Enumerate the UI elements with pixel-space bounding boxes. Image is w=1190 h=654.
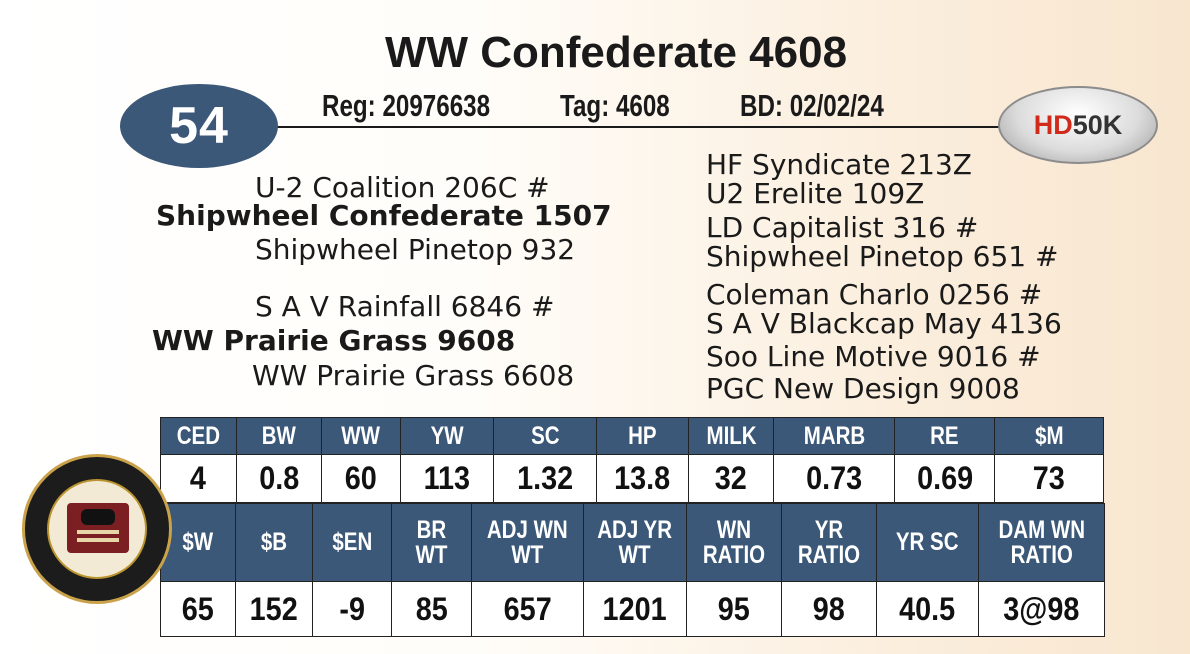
lot-number-badge bbox=[120, 84, 278, 168]
birth-date: BD: 02/02/24 bbox=[740, 88, 884, 123]
epd-value: 0.69 bbox=[895, 455, 995, 503]
epd-value: 98 bbox=[782, 582, 877, 637]
pedigree-right-line: Coleman Charlo 0256 # bbox=[706, 278, 1043, 311]
sire: Shipwheel Confederate 1507 bbox=[156, 199, 612, 232]
epd-table-secondary bbox=[160, 503, 1105, 637]
seal-band bbox=[77, 530, 119, 534]
epd-header: CED bbox=[161, 418, 237, 455]
tag-number: Tag: 4608 bbox=[560, 88, 670, 123]
dam-dam: WW Prairie Grass 6608 bbox=[252, 359, 575, 392]
epd-value: 73 bbox=[995, 455, 1104, 503]
dam: WW Prairie Grass 9608 bbox=[152, 324, 516, 357]
epd-header: DAM WN RATIO bbox=[979, 504, 1105, 582]
epd-header: YR SC bbox=[877, 504, 979, 582]
epd-value: 85 bbox=[392, 582, 472, 637]
epd-value: 152 bbox=[236, 582, 313, 637]
epd-header: WN RATIO bbox=[687, 504, 782, 582]
epd-header: RE bbox=[895, 418, 995, 455]
epd-header: HP bbox=[597, 418, 689, 455]
epd-header: BR WT bbox=[392, 504, 472, 582]
pedigree-right-line: LD Capitalist 316 # bbox=[706, 211, 979, 244]
epd-value: 1201 bbox=[584, 582, 687, 637]
epd-header: $EN bbox=[313, 504, 392, 582]
pedigree-right-line: HF Syndicate 213Z bbox=[706, 148, 972, 181]
epd-value: 40.5 bbox=[877, 582, 979, 637]
epd-header: YW bbox=[400, 418, 494, 455]
cow-icon bbox=[81, 509, 115, 525]
seal-inner-ring bbox=[47, 479, 147, 579]
epd-value: 65 bbox=[161, 582, 236, 637]
epd-header: SC bbox=[494, 418, 597, 455]
epd-value: 95 bbox=[687, 582, 782, 637]
sire-dam: Shipwheel Pinetop 932 bbox=[255, 233, 576, 266]
epd-value: 0.8 bbox=[236, 455, 322, 503]
hd50k-logo-hd: HD bbox=[1033, 109, 1073, 140]
epd-header: BW bbox=[236, 418, 322, 455]
dam-sire: S A V Rainfall 6846 # bbox=[255, 290, 555, 323]
hd50k-logo bbox=[998, 86, 1158, 164]
epd-value: 3@98 bbox=[979, 582, 1105, 637]
certified-angus-beef-seal bbox=[22, 454, 172, 604]
pedigree-right-line: Shipwheel Pinetop 651 # bbox=[706, 240, 1059, 273]
seal-cab-logo bbox=[67, 503, 129, 553]
sire-sire: U-2 Coalition 206C # bbox=[255, 171, 550, 204]
epd-value: 113 bbox=[400, 455, 494, 503]
epd-header: $W bbox=[161, 504, 236, 582]
pedigree-right-line: PGC New Design 9008 bbox=[706, 372, 1020, 405]
pedigree-right-line: S A V Blackcap May 4136 bbox=[706, 307, 1062, 340]
seal-band bbox=[77, 538, 119, 542]
epd-header: ADJ WN WT bbox=[472, 504, 584, 582]
header-rule bbox=[240, 126, 1030, 128]
epd-header: YR RATIO bbox=[782, 504, 877, 582]
epd-value: 657 bbox=[472, 582, 584, 637]
epd-header: $M bbox=[995, 418, 1104, 455]
epd-header: MARB bbox=[774, 418, 895, 455]
pedigree-right-line: U2 Erelite 109Z bbox=[706, 177, 925, 210]
epd-value: 0.73 bbox=[774, 455, 895, 503]
epd-value: 60 bbox=[322, 455, 401, 503]
epd-header: MILK bbox=[688, 418, 774, 455]
epd-value: 13.8 bbox=[597, 455, 689, 503]
epd-header: $B bbox=[236, 504, 313, 582]
lot-number: 54 bbox=[169, 97, 229, 155]
animal-name: WW Confederate 4608 bbox=[384, 28, 848, 77]
epd-value: 4 bbox=[161, 455, 237, 503]
epd-value: 1.32 bbox=[494, 455, 597, 503]
epd-header: ADJ YR WT bbox=[584, 504, 687, 582]
pedigree-right-line: Soo Line Motive 9016 # bbox=[706, 340, 1041, 373]
registration-number: Reg: 20976638 bbox=[322, 88, 491, 123]
epd-value: -9 bbox=[313, 582, 392, 637]
epd-value: 32 bbox=[688, 455, 774, 503]
epd-header: WW bbox=[322, 418, 401, 455]
epd-table-primary bbox=[160, 417, 1104, 503]
hd50k-logo-50k: 50K bbox=[1072, 109, 1123, 140]
